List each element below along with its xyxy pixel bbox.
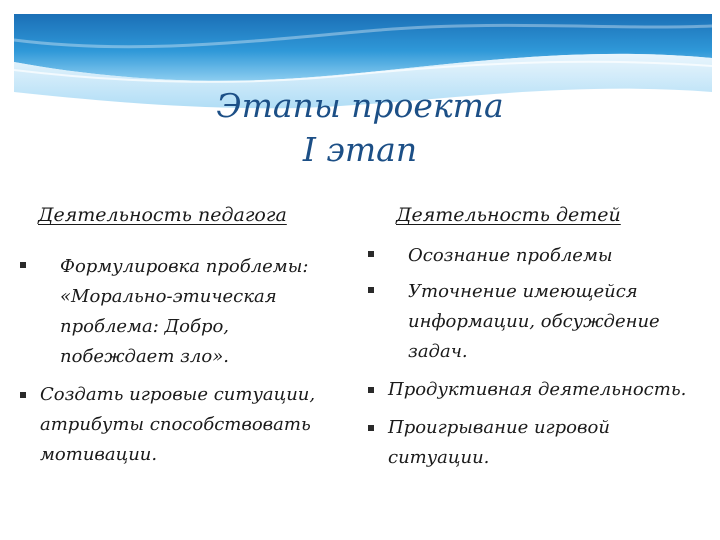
teacher-activity-heading: Деятельность педагога [38, 204, 287, 226]
list-item [362, 277, 702, 367]
square-bullet-icon [368, 425, 374, 431]
list-item [362, 375, 702, 405]
square-bullet-icon [368, 251, 374, 257]
slide-title [0, 84, 720, 172]
list-item [16, 380, 346, 470]
list-item-text: Уточнение имеющейся информации, обсуждение задач. [408, 281, 660, 362]
list-item-text: Создать игровые ситуации, атрибуты способствовать мотивации. [40, 384, 316, 465]
children-activity-list [362, 241, 702, 473]
square-bullet-icon [20, 262, 26, 268]
children-activity-heading: Деятельность детей [396, 204, 621, 226]
square-bullet-icon [20, 392, 26, 398]
list-item-text: Продуктивная деятельность. [388, 379, 687, 400]
title-line-2: I этап [302, 130, 418, 169]
list-item-text: Проигрывание игровой ситуации. [388, 417, 610, 468]
list-item [362, 241, 702, 271]
teacher-activity-list [16, 252, 346, 470]
list-item [362, 413, 702, 473]
list-item [16, 252, 346, 372]
list-item-text: Осознание проблемы [408, 245, 613, 266]
square-bullet-icon [368, 387, 374, 393]
title-line-1: Этапы проекта [216, 86, 504, 125]
square-bullet-icon [368, 287, 374, 293]
list-item-text: Формулировка проблемы: «Морально-этическая проблема: Добро, побеждает зло». [60, 256, 309, 367]
